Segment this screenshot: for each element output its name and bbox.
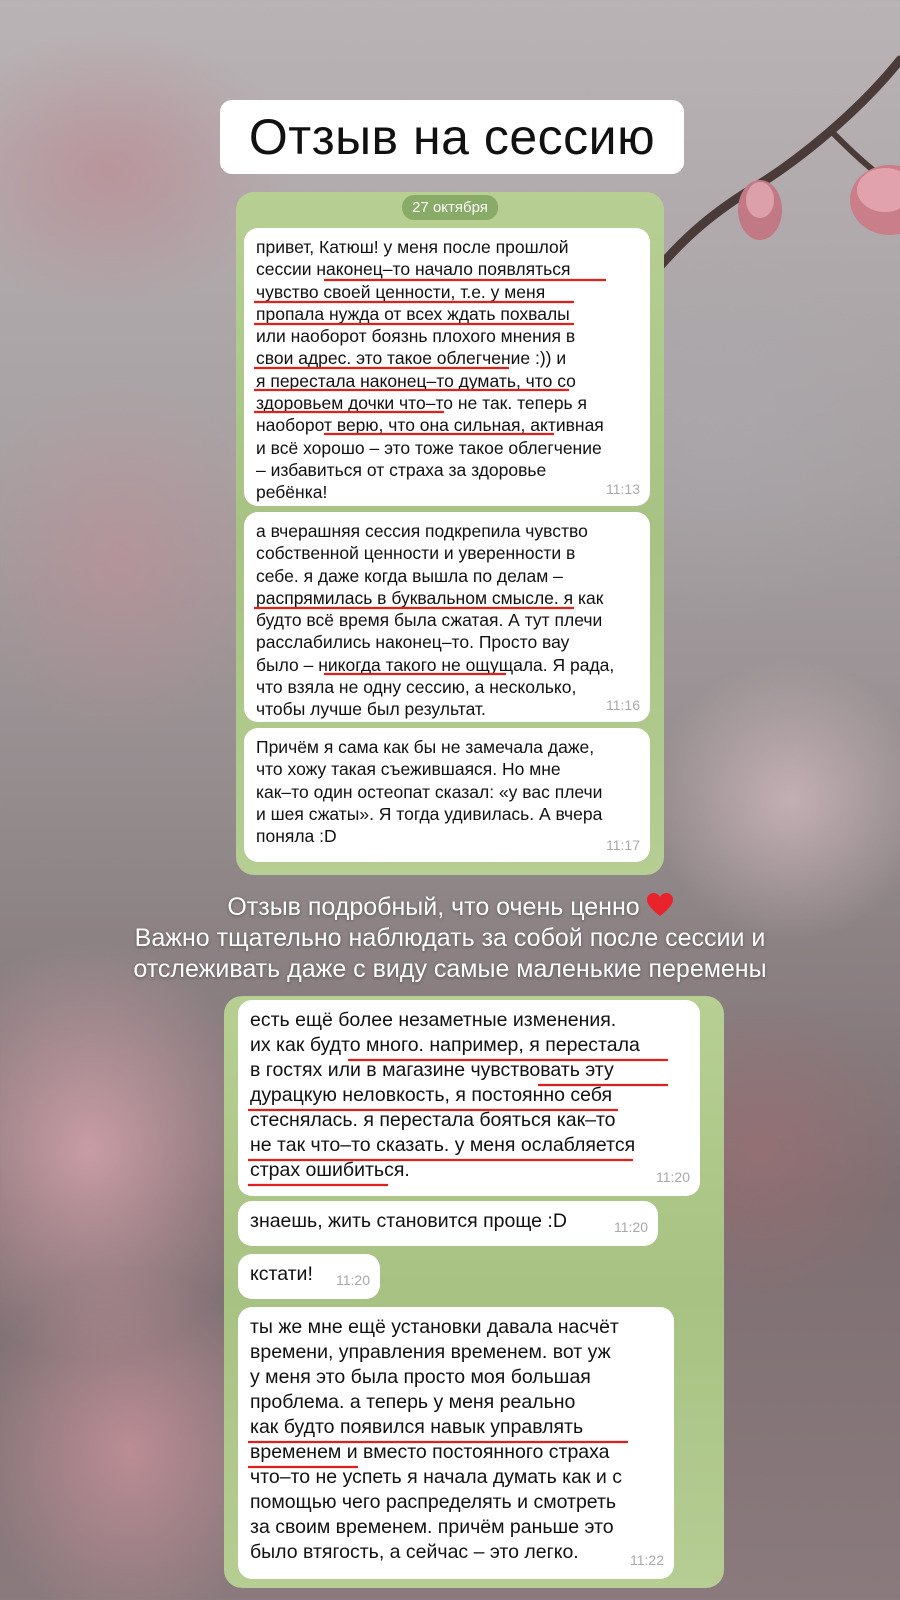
message-line: чтобы лучше был результат. [256,699,486,720]
message-line: ты же мне ещё установки давала насчёт [250,1316,619,1338]
message-line: будто всё время была сжатая. А тут плечи [256,610,603,631]
message-line: что–то не успеть я начала думать как и с [250,1466,622,1488]
caption-text [0,892,900,985]
message-bubble [244,728,650,862]
message-line: распрямилась в буквальном смысле. я как [256,587,604,608]
message-line: времени, управления временем. вот уж [250,1341,611,1363]
message-time: 11:20 [656,1169,690,1185]
message-line: сессии наконец–то начало появляться [256,259,571,280]
message-line: их как будто много. например, я перестала [250,1034,640,1056]
message-line: свои адрес. это такое облегчение :)) и [256,348,567,369]
message-time: 11:22 [630,1552,664,1568]
message-line: привет, Катюш! у меня после прошлой [256,237,569,257]
message-bubble [238,1254,380,1299]
message-line: здоровьем дочки что–то не так. теперь я [256,393,588,414]
message-line: в гостях или в магазине чувствовать эту [250,1059,614,1081]
message-line: пропала нужда от всех ждать похвалы [256,303,570,324]
message-time: 11:16 [606,696,640,713]
caption-line-1: Отзыв подробный, что очень ценно [0,892,900,923]
message-line: знаешь, жить становится проще :D [250,1210,567,1232]
message-time: 11:17 [606,836,640,853]
message-line: как будто появился навык управлять [250,1416,584,1438]
message-time: 11:20 [336,1272,370,1288]
message-line: ребёнка! [256,482,328,503]
page-title: Отзыв на сессию [220,100,684,174]
message-time: 11:13 [606,480,640,497]
message-line: страх ошибиться. [250,1159,410,1181]
message-line: что хожу такая съежившаяся. Но мне [256,759,561,780]
heart-icon [647,893,673,917]
message-line: как–то один остеопат сказал: «у вас плечи [256,781,603,802]
message-line: кстати! [250,1263,313,1285]
message-line: и шея сжаты». Я тогда удивилась. А вчера [256,803,603,824]
message-bubble [244,228,650,506]
message-bubble [244,512,650,722]
message-line: не так что–то сказать. у меня ослабляется [250,1134,636,1156]
message-line: я перестала наконец–то думать, что со [256,370,576,391]
message-line: и всё хорошо – это тоже такое облегчение [256,437,602,458]
message-line: было – никогда такого не ощущала. Я рада, [256,654,615,675]
caption-line-3: отслеживать даже с виду самые маленькие перемены [133,955,767,983]
message-line: а вчерашняя сессия подкрепила чувство [256,521,588,541]
message-line: чувство своей ценности, т.е. у меня [256,281,546,302]
message-line: помощью чего распределять и смотреть [250,1491,617,1513]
message-line: за своим временем. причём раньше это [250,1516,614,1538]
message-line: поняла :D [256,826,337,847]
message-bubble [238,1000,700,1196]
chat-screenshot-1 [236,192,664,875]
message-line: наоборот верю, что она сильная, активная [256,415,604,436]
message-line: было втягость, а сейчас – это легко. [250,1541,579,1563]
message-line: проблема. а теперь у меня реально [250,1391,576,1413]
message-time: 11:20 [614,1219,648,1235]
message-line: стеснялась. я перестала бояться как–то [250,1109,616,1131]
message-line: временем и вместо постоянного страха [250,1441,610,1463]
chat-screenshot-2 [224,996,724,1588]
message-line: есть ещё более незаметные изменения. [250,1009,617,1031]
caption-line-2: Важно тщательно наблюдать за собой после сессии и [134,924,766,952]
date-badge: 27 октября [402,195,498,220]
message-line: дурацкую неловкость, я постоянно себя [250,1084,613,1106]
message-line: расслабились наконец–то. Просто вау [256,632,570,653]
message-line: собственной ценности и уверенности в [256,543,576,564]
message-line: Причём я сама как бы не замечала даже, [256,737,595,757]
message-line: или наоборот боязнь плохого мнения в [256,326,576,347]
message-line: у меня это была просто моя большая [250,1366,591,1388]
message-bubble [238,1307,674,1579]
message-bubble [238,1201,658,1246]
message-line: – избавиться от страха за здоровье [256,459,547,480]
message-line: себе. я даже когда вышла по делам – [256,565,563,586]
message-line: что взяла не одну сессию, а несколько, [256,677,577,698]
